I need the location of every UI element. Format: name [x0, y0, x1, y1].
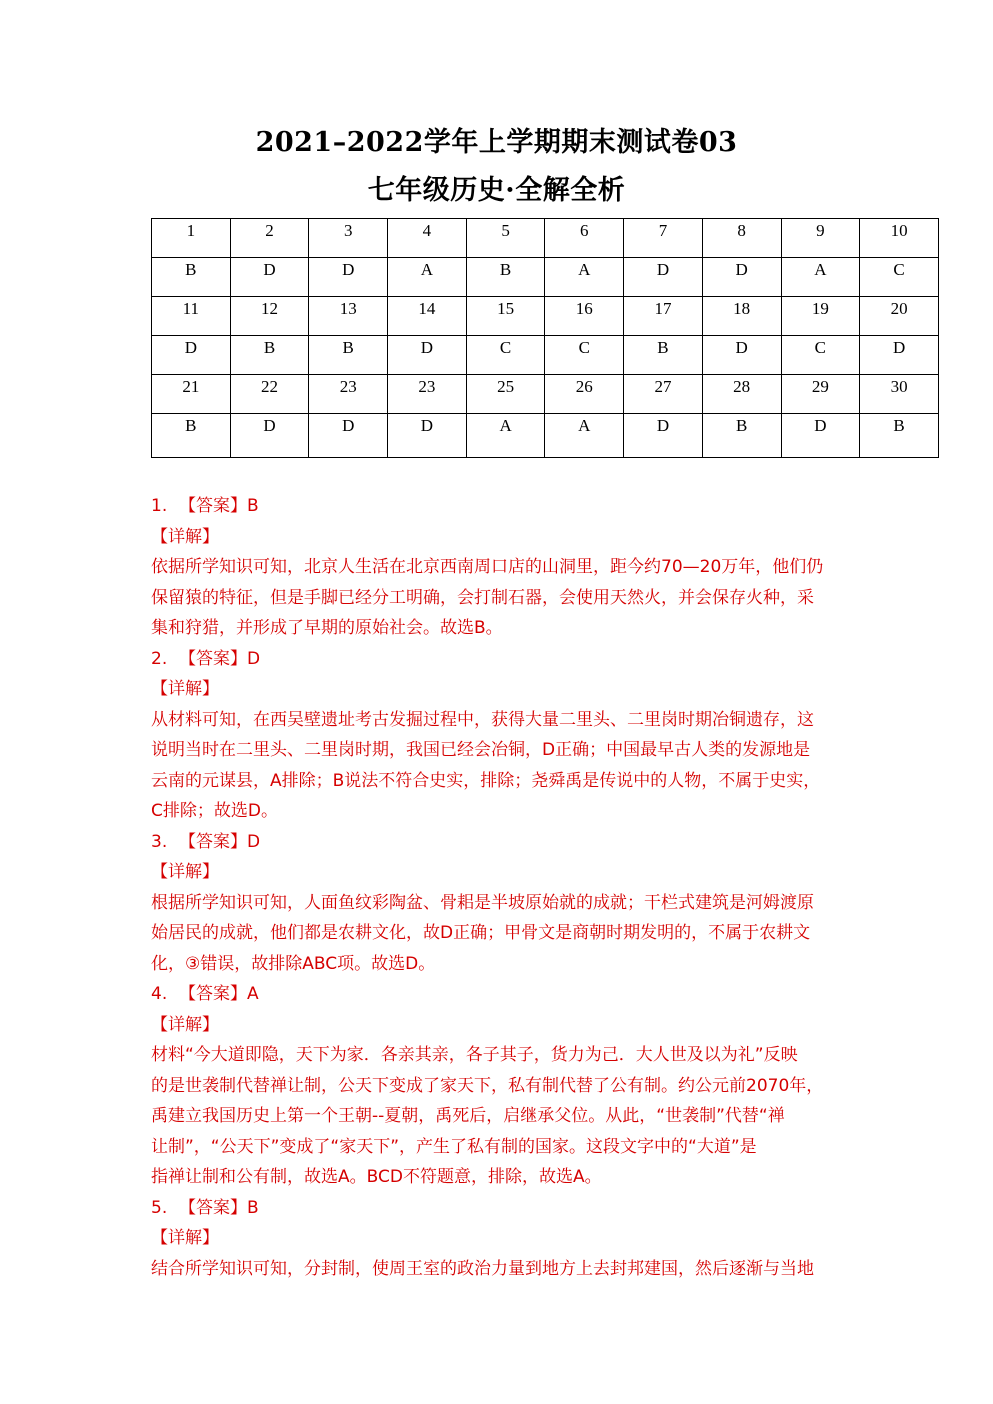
table-row-answers [152, 336, 939, 375]
question-number-cell: 12 [230, 297, 309, 336]
answer-table [151, 218, 939, 458]
question-number-cell: 23 [388, 375, 467, 414]
answer-cell: D [388, 336, 467, 375]
detail-label: 【详解】 [151, 679, 219, 699]
answer-cell: C [781, 336, 860, 375]
question-number-cell: 10 [860, 219, 939, 258]
answer-cell: C [545, 336, 624, 375]
explanation-line: 从材料可知，在西吴壁遗址考古发掘过程中，获得大量二里头、二里岗时期冶铜遗存，这 [151, 709, 814, 730]
table-row-answers [152, 258, 939, 297]
question-number-cell: 22 [230, 375, 309, 414]
answer-cell: B [702, 414, 781, 458]
question-number-cell: 4 [388, 219, 467, 258]
answer-cell: D [781, 414, 860, 458]
question-answer-line [151, 644, 851, 675]
detail-label: 【详解】 [151, 862, 219, 882]
question-number-cell: 9 [781, 219, 860, 258]
answer-cell: B [152, 414, 231, 458]
question-number-cell: 16 [545, 297, 624, 336]
detail-label: 【详解】 [151, 526, 219, 547]
answer-value: D [247, 648, 261, 669]
detail-label: 【详解】 [151, 1014, 219, 1035]
question-answer-line [151, 1193, 851, 1224]
question-number-cell: 21 [152, 375, 231, 414]
answer-cell: D [230, 414, 309, 458]
explanation-line: 结合所学知识可知，分封制，使周王室的政治力量到地方上去封邦建国，然后逐渐与当地 [151, 1258, 814, 1279]
question-number: 5. [151, 1197, 168, 1218]
answer-cell: A [545, 414, 624, 458]
question-number-cell: 23 [309, 375, 388, 414]
explanation-line: 始居民的成就，他们都是农耕文化，故D正确；甲骨文是商朝时期发明的，不属于农耕文 [151, 923, 811, 943]
answer-cell: B [624, 336, 703, 375]
answer-label: 【答案】 [179, 831, 247, 852]
question-answer-line [151, 491, 851, 522]
page-subtitle: 七年级历史·全解全析 [367, 175, 626, 206]
question-number: 2. [151, 648, 168, 669]
question-number-cell: 28 [702, 375, 781, 414]
question-answer-line [151, 827, 851, 858]
explanation-line: 保留猿的特征，但是手脚已经分工明确，会打制石器，会使用天然火，并会保存火种，采 [151, 587, 814, 608]
answer-cell: D [309, 414, 388, 458]
page-title: 2021–2022学年上学期期末测试卷03 [255, 127, 738, 158]
answer-cell: A [781, 258, 860, 297]
explanation-line: 的是世袭制代替禅让制，公天下变成了家天下，私有制代替了公有制。约公元前2070年， [151, 1075, 824, 1096]
question-number-cell: 5 [466, 219, 545, 258]
question-number-cell: 18 [702, 297, 781, 336]
answer-label: 【答案】 [179, 1197, 247, 1218]
answer-cell: B [466, 258, 545, 297]
explanation-line: 根据所学知识可知，人面鱼纹彩陶盆、骨耜是半坡原始就的成就；干栏式建筑是河姆渡原 [151, 892, 814, 913]
table-row-numbers [152, 375, 939, 414]
answer-cell: A [545, 258, 624, 297]
answer-cell: B [230, 336, 309, 375]
answer-cell: D [860, 336, 939, 375]
table-row-numbers [152, 219, 939, 258]
question-number-cell: 19 [781, 297, 860, 336]
question-answer-line [151, 979, 851, 1010]
answer-cell: D [624, 258, 703, 297]
answer-cell: B [860, 414, 939, 458]
explanation-line: C排除；故选D。 [151, 801, 278, 821]
question-number-cell: 26 [545, 375, 624, 414]
question-number-cell: 17 [624, 297, 703, 336]
detail-label: 【详解】 [151, 1228, 219, 1248]
answer-cell: C [466, 336, 545, 375]
answer-value: D [247, 831, 261, 852]
answer-cell: C [860, 258, 939, 297]
question-number-cell: 11 [152, 297, 231, 336]
answer-value: B [247, 496, 259, 516]
question-number-cell: 25 [466, 375, 545, 414]
question-number-cell: 29 [781, 375, 860, 414]
question-number-cell: 3 [309, 219, 388, 258]
explanation-line: 指禅让制和公有制，故选A。BCD不符题意，排除，故选A。 [151, 1167, 602, 1187]
question-number-cell: 8 [702, 219, 781, 258]
answer-label: 【答案】 [179, 648, 247, 669]
answer-cell: D [624, 414, 703, 458]
explanation-line: 依据所学知识可知，北京人生活在北京西南周口店的山洞里，距今约70—20万年，他们仍 [151, 557, 824, 577]
question-number-cell: 30 [860, 375, 939, 414]
answer-cell: D [388, 414, 467, 458]
table-row-numbers [152, 297, 939, 336]
answer-cell: D [152, 336, 231, 375]
explanation-line: 说明当时在二里头、二里岗时期，我国已经会冶铜，D正确；中国最早古人类的发源地是 [151, 740, 811, 760]
table-row-answers [152, 414, 939, 458]
answer-cell: B [309, 336, 388, 375]
answer-cell: D [309, 258, 388, 297]
answer-cell: B [152, 258, 231, 297]
answer-label: 【答案】 [179, 496, 247, 516]
question-number-cell: 20 [860, 297, 939, 336]
answer-cell: A [388, 258, 467, 297]
explanation-line: 禹建立我国历史上第一个王朝--夏朝，禹死后，启继承父位。从此，“世袭制”代替“禅 [151, 1106, 785, 1126]
answer-value: A [247, 984, 259, 1004]
question-number-cell: 7 [624, 219, 703, 258]
question-number-cell: 6 [545, 219, 624, 258]
answer-value: B [247, 1197, 259, 1218]
explanation-line: 集和狩猎，并形成了早期的原始社会。故选B。 [151, 618, 503, 638]
answer-cell: D [230, 258, 309, 297]
explanation-line: 化，③错误，故排除ABC项。故选D。 [151, 953, 436, 974]
answer-cell: D [702, 258, 781, 297]
answer-cell: D [702, 336, 781, 375]
answer-label: 【答案】 [179, 984, 247, 1004]
explanations [151, 491, 851, 1284]
question-number-cell: 14 [388, 297, 467, 336]
question-number-cell: 27 [624, 375, 703, 414]
question-number: 4. [151, 984, 168, 1004]
question-number-cell: 13 [309, 297, 388, 336]
explanation-line: 材料“今大道即隐，天下为家．各亲其亲，各子其子，货力为己．大人世及以为礼”反映 [151, 1045, 798, 1065]
explanation-line: 云南的元谋县，A排除；B说法不符合史实，排除；尧舜禹是传说中的人物，不属于史实， [151, 770, 821, 791]
question-number-cell: 2 [230, 219, 309, 258]
answer-cell: A [466, 414, 545, 458]
explanation-line: 让制”，“公天下”变成了“家天下”，产生了私有制的国家。这段文字中的“大道”是 [151, 1136, 757, 1157]
question-number-cell: 1 [152, 219, 231, 258]
question-number: 3. [151, 831, 168, 852]
question-number: 1. [151, 496, 168, 516]
question-number-cell: 15 [466, 297, 545, 336]
